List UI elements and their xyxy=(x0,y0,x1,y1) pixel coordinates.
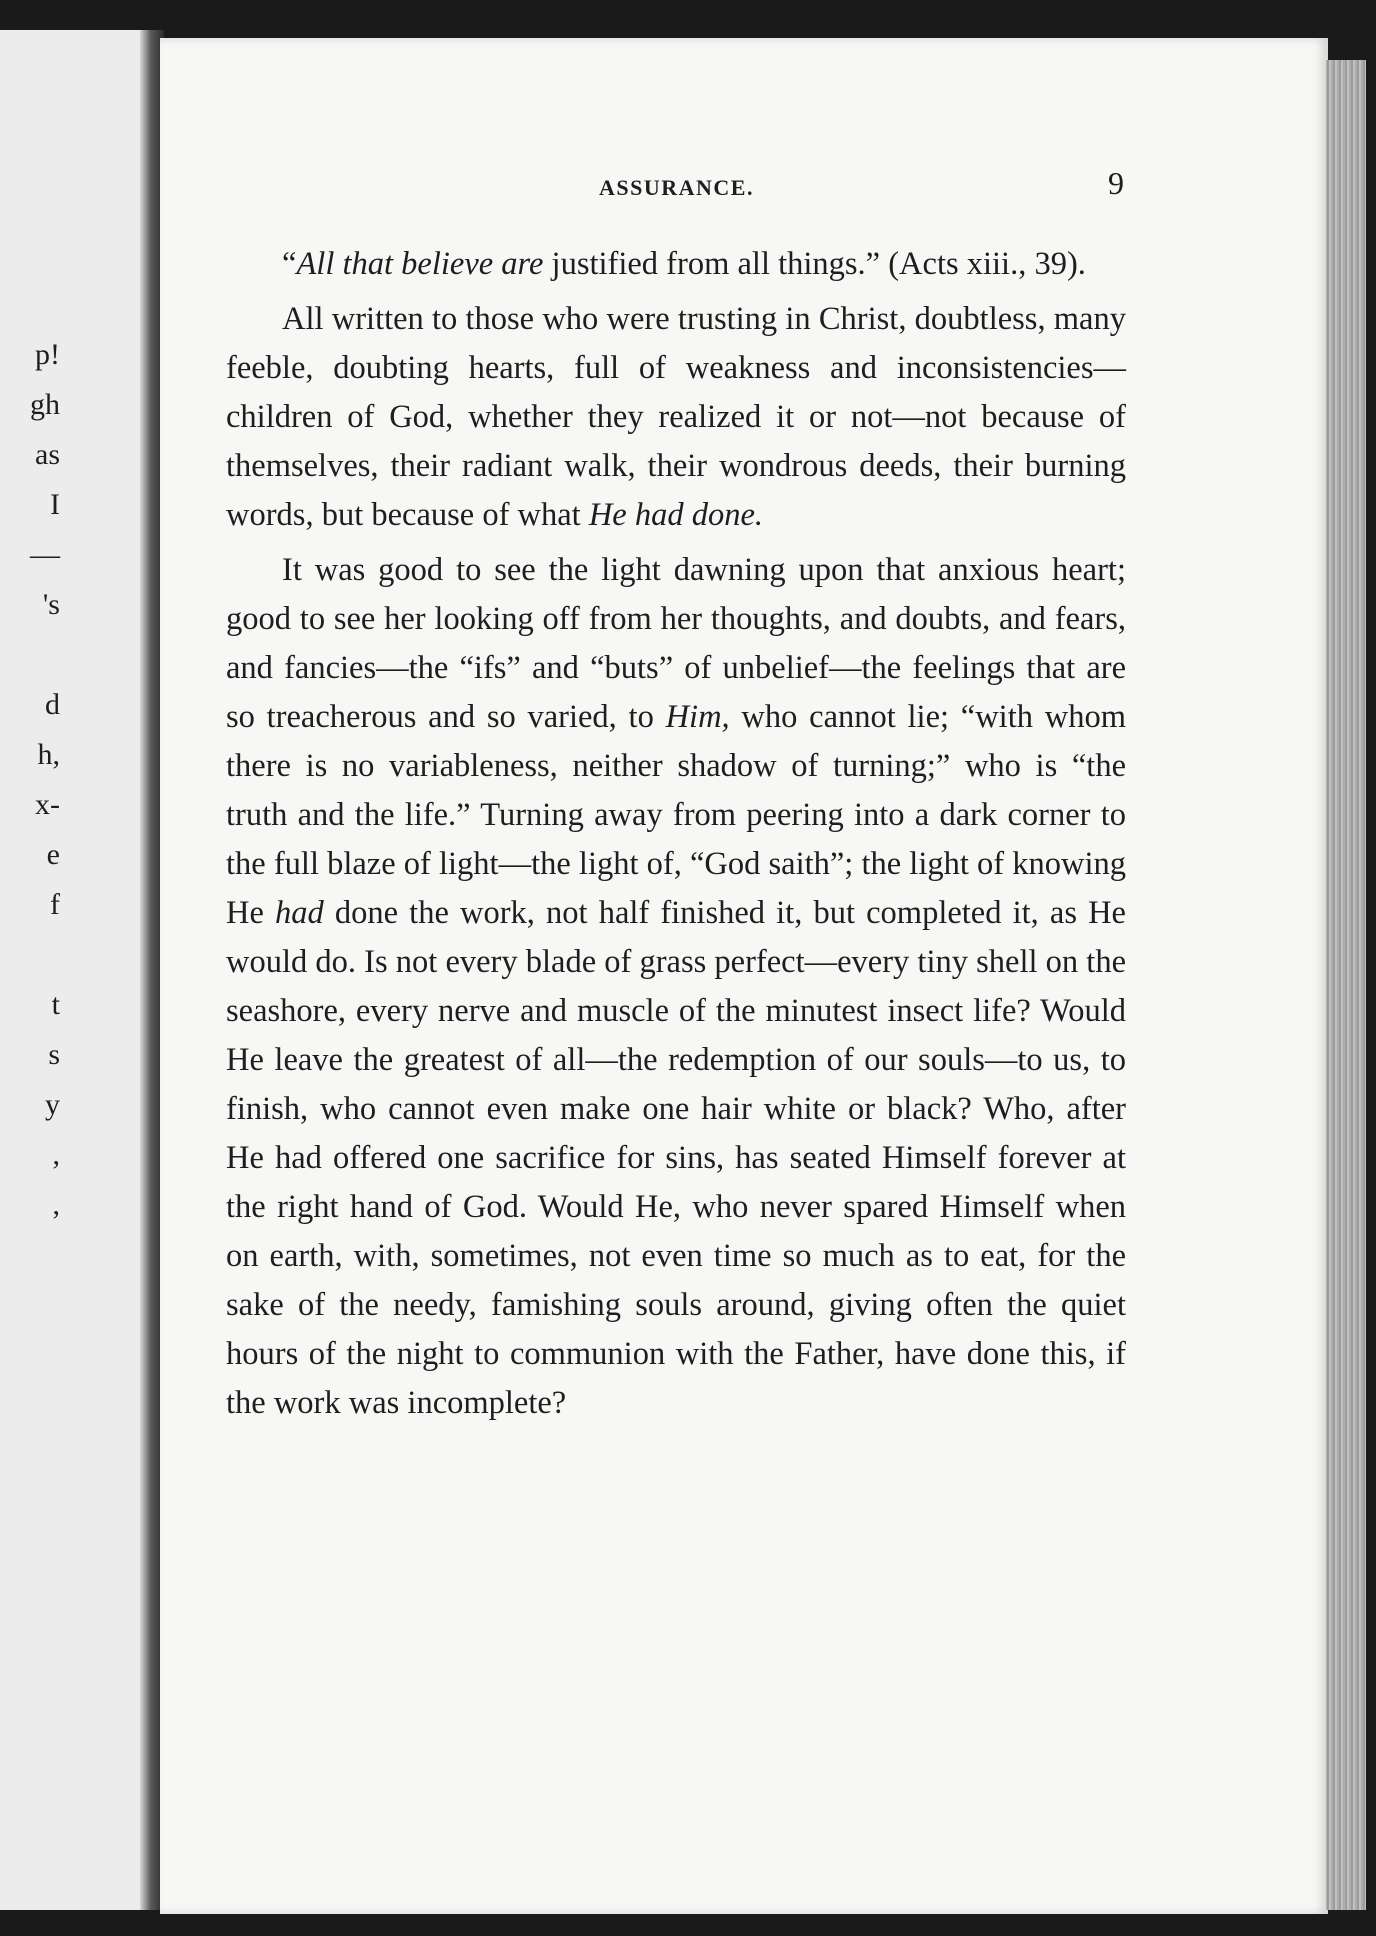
left-page-text-fragments xyxy=(0,330,60,1430)
left-fragment: gh xyxy=(30,388,60,421)
paragraph xyxy=(226,546,1126,1428)
italic-text: Him, xyxy=(665,699,730,735)
italic-text: He had done. xyxy=(588,497,764,533)
left-fragment xyxy=(0,1380,60,1430)
left-fragment: e xyxy=(46,838,60,871)
text-run: It was good to see the light dawning upon that anxious heart; good to see her looking off from her thoughts, and doubts, and fears, and fancies—the “ifs” and “buts” of unbelief—the feelings that are so treacherous and so varied, to xyxy=(226,552,1126,735)
left-fragment: h, xyxy=(37,738,60,771)
text-run: “ xyxy=(282,246,297,282)
left-fragment: x- xyxy=(35,788,60,821)
text-run: who cannot lie; “with whom there is no variableness, neither shadow of turning;” who is “the truth and the life.” Turning away from peering into a dark corner to the full blaze of light—the light of, “God saith”; the light of knowing He xyxy=(226,699,1126,931)
text-run: justified from all things.” (Acts xiii., 39). xyxy=(543,246,1086,282)
left-fragment xyxy=(0,1280,60,1330)
page-number: 9 xyxy=(1108,165,1124,201)
italic-text: All that believe are xyxy=(296,246,544,282)
left-fragment: s xyxy=(48,1038,60,1071)
left-fragment: y xyxy=(45,1088,60,1121)
left-fragment: p! xyxy=(35,338,60,371)
running-head: ASSURANCE. xyxy=(599,175,754,200)
page-stack-edge xyxy=(1326,60,1366,1910)
left-fragment: t xyxy=(51,988,60,1021)
left-fragment: — xyxy=(30,538,60,571)
left-fragment xyxy=(0,1230,60,1280)
paragraph xyxy=(226,295,1126,540)
body-text xyxy=(226,240,1126,1434)
italic-text: had xyxy=(275,895,324,931)
text-run: done the work, not half finished it, but completed it, as He would do. Is not every blade of grass perfect—every tiny shell on the seashore, every nerve and muscle of the minutest insect life? Would He leave the greatest of all—the redemption of our souls—to us, to finish, who cannot even make one hair white or black? Who, after He had offered one sacrifice for sins, has seated Himself forever at the right hand of God. Would He, who never spared Himself when on earth, with, sometimes, not even time so much as to eat, for the sake of the needy, famishing souls around, giving often the quiet hours of the night to communion with the Father, have done this, if the work was incomplete? xyxy=(226,895,1126,1421)
text-run: All written to those who were trusting in Christ, doubtless, many feeble, doubting hearts, full of weakness and inconsistencies—children of God, whether they realized it or not—not because of themselves, their radiant walk, their wondrous deeds, their burning words, but because of what xyxy=(226,301,1126,533)
paragraph xyxy=(226,240,1126,289)
left-fragment xyxy=(0,630,60,680)
left-fragment: d xyxy=(45,688,60,721)
left-fragment: f xyxy=(50,888,60,921)
left-fragment xyxy=(0,1330,60,1380)
left-fragment: , xyxy=(52,1138,60,1171)
left-fragment: as xyxy=(35,438,60,471)
left-fragment: 's xyxy=(42,588,60,621)
left-fragment: I xyxy=(50,488,60,521)
left-fragment xyxy=(0,930,60,980)
left-fragment: , xyxy=(52,1188,60,1221)
